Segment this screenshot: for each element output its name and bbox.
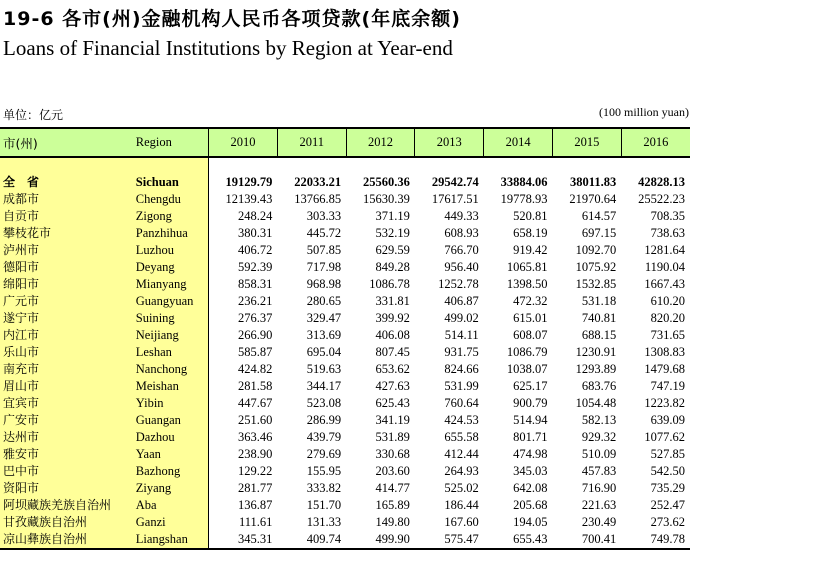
- row-city-cn: 达州市: [0, 429, 133, 446]
- row-value: 700.41: [552, 531, 621, 549]
- row-city-cn: 遂宁市: [0, 310, 133, 327]
- row-value: 345.31: [209, 531, 278, 549]
- row-value: 1308.83: [644, 345, 685, 359]
- row-value: 280.65: [306, 294, 342, 308]
- row-value: 313.69: [306, 328, 342, 342]
- row-value: 111.61: [238, 515, 273, 529]
- row-value: 279.69: [306, 447, 342, 461]
- row-value: 264.93: [444, 464, 479, 478]
- row-city-cn: 泸州市: [0, 242, 133, 259]
- row-region: Chengdu: [133, 191, 209, 208]
- header-year: 2010: [209, 128, 278, 157]
- row-value: 129.22: [238, 464, 273, 478]
- row-city-cn: 德阳市: [0, 259, 133, 276]
- row-city-cn: 巴中市: [0, 463, 133, 480]
- row-value: 525.02: [444, 481, 479, 495]
- row-value: 514.94: [513, 413, 548, 427]
- header-year: 2012: [346, 128, 415, 157]
- row-value: 167.60: [444, 515, 479, 529]
- row-region: Dazhou: [133, 429, 209, 446]
- header-year: 2016: [621, 128, 690, 157]
- header-region: Region: [133, 128, 209, 157]
- row-value: 238.90: [238, 447, 273, 461]
- row-value: 519.63: [306, 362, 342, 376]
- header-year: 2015: [552, 128, 621, 157]
- row-value: 1479.68: [644, 362, 685, 376]
- row-region: Neijiang: [133, 327, 209, 344]
- row-value: 472.32: [513, 294, 548, 308]
- row-value: 766.70: [444, 243, 479, 257]
- row-value: 615.01: [513, 311, 548, 325]
- row-value: 592.39: [238, 260, 273, 274]
- row-value: 303.33: [306, 209, 342, 223]
- row-city-cn: 全 省: [0, 174, 133, 191]
- row-value: 371.19: [375, 209, 410, 223]
- row-value: 738.63: [650, 226, 685, 240]
- row-value: 1065.81: [506, 260, 548, 274]
- row-value: 968.98: [306, 277, 342, 291]
- row-value: 427.63: [375, 379, 410, 393]
- row-value: 625.43: [375, 396, 410, 410]
- table-row: [0, 208, 690, 225]
- row-region: Panzhihua: [133, 225, 209, 242]
- row-region: Zigong: [133, 208, 209, 225]
- row-value: 409.74: [277, 531, 346, 549]
- row-city-cn: 自贡市: [0, 208, 133, 225]
- row-region: Bazhong: [133, 463, 209, 480]
- row-city-cn: 阿坝藏族羌族自治州: [0, 497, 133, 514]
- row-value: 708.35: [650, 209, 685, 223]
- row-value: 735.29: [650, 481, 685, 495]
- row-value: 614.57: [581, 209, 617, 223]
- row-city-cn: 攀枝花市: [0, 225, 133, 242]
- row-value: 625.17: [513, 379, 548, 393]
- row-value: 406.87: [444, 294, 479, 308]
- row-region: Yaan: [133, 446, 209, 463]
- table-row: [0, 378, 690, 395]
- row-city-cn: 资阳市: [0, 480, 133, 497]
- row-value: 345.03: [513, 464, 548, 478]
- row-value: 582.13: [581, 413, 617, 427]
- row-value: 457.83: [581, 464, 617, 478]
- row-value: 1293.89: [575, 362, 617, 376]
- row-value: 1230.91: [575, 345, 617, 359]
- row-region: Yibin: [133, 395, 209, 412]
- row-city-cn: 南充市: [0, 361, 133, 378]
- row-value: 136.87: [238, 498, 273, 512]
- row-city-cn: 甘孜藏族自治州: [0, 514, 133, 531]
- row-value: 929.32: [581, 430, 617, 444]
- row-value: 1281.64: [644, 243, 685, 257]
- row-value: 424.82: [238, 362, 273, 376]
- table-row: [0, 293, 690, 310]
- row-value: 1054.48: [575, 396, 617, 410]
- row-value: 33884.06: [500, 175, 548, 189]
- row-value: 248.24: [238, 209, 273, 223]
- table-header-row: [0, 128, 690, 157]
- header-year: 2013: [415, 128, 484, 157]
- row-value: 331.81: [375, 294, 410, 308]
- row-value: 499.90: [346, 531, 415, 549]
- row-region: Guangan: [133, 412, 209, 429]
- row-value: 642.08: [513, 481, 548, 495]
- row-value: 399.92: [375, 311, 410, 325]
- row-value: 155.95: [306, 464, 342, 478]
- header-city: 市(州): [0, 128, 133, 157]
- row-value: 205.68: [513, 498, 548, 512]
- row-value: 653.62: [375, 362, 410, 376]
- row-region: Aba: [133, 497, 209, 514]
- header-year: 2011: [277, 128, 346, 157]
- row-value: 131.33: [306, 515, 342, 529]
- row-value: 717.98: [306, 260, 342, 274]
- table-row: [0, 361, 690, 378]
- row-region: Mianyang: [133, 276, 209, 293]
- row-value: 523.08: [306, 396, 342, 410]
- row-value: 329.47: [306, 311, 342, 325]
- row-value: 406.08: [375, 328, 410, 342]
- row-value: 900.79: [513, 396, 548, 410]
- row-value: 380.31: [238, 226, 273, 240]
- row-value: 683.76: [581, 379, 617, 393]
- row-value: 1532.85: [575, 277, 617, 291]
- table-row: [0, 242, 690, 259]
- row-value: 273.62: [650, 515, 685, 529]
- row-value: 330.68: [375, 447, 410, 461]
- row-value: 281.77: [238, 481, 273, 495]
- row-region: Meishan: [133, 378, 209, 395]
- table-row: [0, 276, 690, 293]
- row-value: 542.50: [650, 464, 685, 478]
- row-value: 531.89: [375, 430, 410, 444]
- row-value: 29542.74: [431, 175, 479, 189]
- row-city-cn: 广元市: [0, 293, 133, 310]
- table-row: [0, 191, 690, 208]
- row-value: 760.64: [444, 396, 479, 410]
- row-value: 445.72: [306, 226, 342, 240]
- row-value: 149.80: [375, 515, 410, 529]
- table-row: [0, 514, 690, 531]
- row-value: 531.99: [444, 379, 479, 393]
- row-value: 532.19: [375, 226, 410, 240]
- row-value: 658.19: [513, 226, 548, 240]
- row-value: 849.28: [375, 260, 410, 274]
- row-value: 439.79: [306, 430, 342, 444]
- row-value: 731.65: [650, 328, 685, 342]
- row-city-cn: 成都市: [0, 191, 133, 208]
- row-value: 281.58: [238, 379, 273, 393]
- unit-label-cn: 单位：亿元: [3, 108, 64, 122]
- row-value: 19129.79: [225, 175, 273, 189]
- row-value: 688.15: [581, 328, 617, 342]
- row-region: Nanchong: [133, 361, 209, 378]
- row-value: 740.81: [581, 311, 617, 325]
- row-value: 1038.07: [506, 362, 548, 376]
- row-value: 695.04: [306, 345, 342, 359]
- row-value: 13766.85: [294, 192, 342, 206]
- row-value: 1086.79: [506, 345, 548, 359]
- row-value: 697.15: [581, 226, 617, 240]
- row-value: 344.17: [306, 379, 342, 393]
- row-value: 22033.21: [294, 175, 342, 189]
- row-region: Luzhou: [133, 242, 209, 259]
- row-value: 956.40: [444, 260, 479, 274]
- row-value: 749.78: [621, 531, 690, 549]
- row-city-cn: 乐山市: [0, 344, 133, 361]
- table-row: [0, 480, 690, 497]
- row-value: 655.43: [484, 531, 553, 549]
- row-city-cn: 雅安市: [0, 446, 133, 463]
- row-value: 276.37: [238, 311, 273, 325]
- row-value: 1077.62: [644, 430, 685, 444]
- row-value: 15630.39: [363, 192, 410, 206]
- table-row: [0, 497, 690, 514]
- table-row: [0, 531, 690, 549]
- row-value: 1398.50: [506, 277, 548, 291]
- row-city-cn: 凉山彝族自治州: [0, 531, 133, 549]
- table-row: [0, 429, 690, 446]
- row-value: 12139.43: [225, 192, 273, 206]
- row-value: 807.45: [375, 345, 410, 359]
- row-value: 186.44: [444, 498, 479, 512]
- row-region: Ziyang: [133, 480, 209, 497]
- table-row: [0, 395, 690, 412]
- page-title-en: Loans of Financial Institutions by Region at Year-end: [3, 36, 453, 60]
- row-value: 629.59: [375, 243, 410, 257]
- row-value: 655.58: [444, 430, 479, 444]
- row-value: 531.18: [581, 294, 617, 308]
- row-value: 230.49: [581, 515, 617, 529]
- table-row: [0, 446, 690, 463]
- row-value: 510.09: [581, 447, 617, 461]
- row-region: Guangyuan: [133, 293, 209, 310]
- row-region: Liangshan: [133, 531, 209, 549]
- row-region: Suining: [133, 310, 209, 327]
- row-value: 252.47: [650, 498, 685, 512]
- row-value: 858.31: [238, 277, 273, 291]
- row-value: 1092.70: [575, 243, 617, 257]
- row-value: 575.47: [415, 531, 484, 549]
- table-row: [0, 344, 690, 361]
- row-city-cn: 绵阳市: [0, 276, 133, 293]
- row-value: 514.11: [444, 328, 479, 342]
- row-value: 17617.51: [431, 192, 479, 206]
- row-value: 363.46: [238, 430, 273, 444]
- row-city-cn: 内江市: [0, 327, 133, 344]
- row-value: 1667.43: [644, 277, 685, 291]
- row-value: 1190.04: [644, 260, 685, 274]
- row-value: 820.20: [650, 311, 685, 325]
- row-city-cn: 广安市: [0, 412, 133, 429]
- table-row: [0, 225, 690, 242]
- row-value: 165.89: [375, 498, 410, 512]
- row-value: 38011.83: [570, 175, 617, 189]
- row-region: Deyang: [133, 259, 209, 276]
- row-value: 527.85: [650, 447, 685, 461]
- row-value: 424.53: [444, 413, 479, 427]
- row-value: 716.90: [581, 481, 617, 495]
- row-value: 412.44: [444, 447, 479, 461]
- row-value: 25560.36: [363, 175, 410, 189]
- row-value: 19778.93: [500, 192, 548, 206]
- loans-table: [0, 127, 690, 550]
- row-value: 221.63: [581, 498, 617, 512]
- row-value: 608.93: [444, 226, 479, 240]
- row-value: 1223.82: [644, 396, 685, 410]
- row-value: 931.75: [444, 345, 479, 359]
- row-value: 341.19: [375, 413, 410, 427]
- row-value: 1086.78: [369, 277, 410, 291]
- row-value: 610.20: [650, 294, 685, 308]
- table-row: [0, 327, 690, 344]
- row-value: 1252.78: [438, 277, 479, 291]
- row-value: 151.70: [306, 498, 342, 512]
- row-value: 286.99: [306, 413, 342, 427]
- table-row: [0, 412, 690, 429]
- row-value: 194.05: [513, 515, 548, 529]
- row-value: 447.67: [238, 396, 273, 410]
- unit-label-en: (100 million yuan): [599, 105, 689, 119]
- row-value: 25522.23: [638, 192, 685, 206]
- page-title-cn: 19-6 各市(州)金融机构人民币各项贷款(年底余额): [3, 8, 461, 30]
- row-value: 251.60: [238, 413, 273, 427]
- table-row-total: [0, 174, 690, 191]
- row-value: 520.81: [513, 209, 548, 223]
- row-value: 474.98: [513, 447, 548, 461]
- row-value: 414.77: [375, 481, 410, 495]
- row-value: 333.82: [306, 481, 342, 495]
- row-value: 236.21: [238, 294, 273, 308]
- row-value: 919.42: [513, 243, 548, 257]
- row-city-cn: 宜宾市: [0, 395, 133, 412]
- row-value: 266.90: [238, 328, 273, 342]
- row-value: 449.33: [444, 209, 479, 223]
- row-value: 42828.13: [638, 175, 685, 189]
- row-region: Sichuan: [133, 174, 209, 191]
- row-value: 585.87: [238, 345, 273, 359]
- row-value: 747.19: [650, 379, 685, 393]
- row-value: 499.02: [444, 311, 479, 325]
- table-row: [0, 259, 690, 276]
- row-value: 203.60: [375, 464, 410, 478]
- header-year: 2014: [484, 128, 553, 157]
- table-row: [0, 310, 690, 327]
- row-value: 608.07: [513, 328, 548, 342]
- row-value: 21970.64: [569, 192, 617, 206]
- row-region: Ganzi: [133, 514, 209, 531]
- table-row: [0, 463, 690, 480]
- row-value: 824.66: [444, 362, 479, 376]
- row-value: 639.09: [650, 413, 685, 427]
- row-value: 801.71: [513, 430, 548, 444]
- row-city-cn: 眉山市: [0, 378, 133, 395]
- row-region: Leshan: [133, 344, 209, 361]
- row-value: 1075.92: [575, 260, 617, 274]
- row-value: 406.72: [238, 243, 273, 257]
- row-value: 507.85: [306, 243, 342, 257]
